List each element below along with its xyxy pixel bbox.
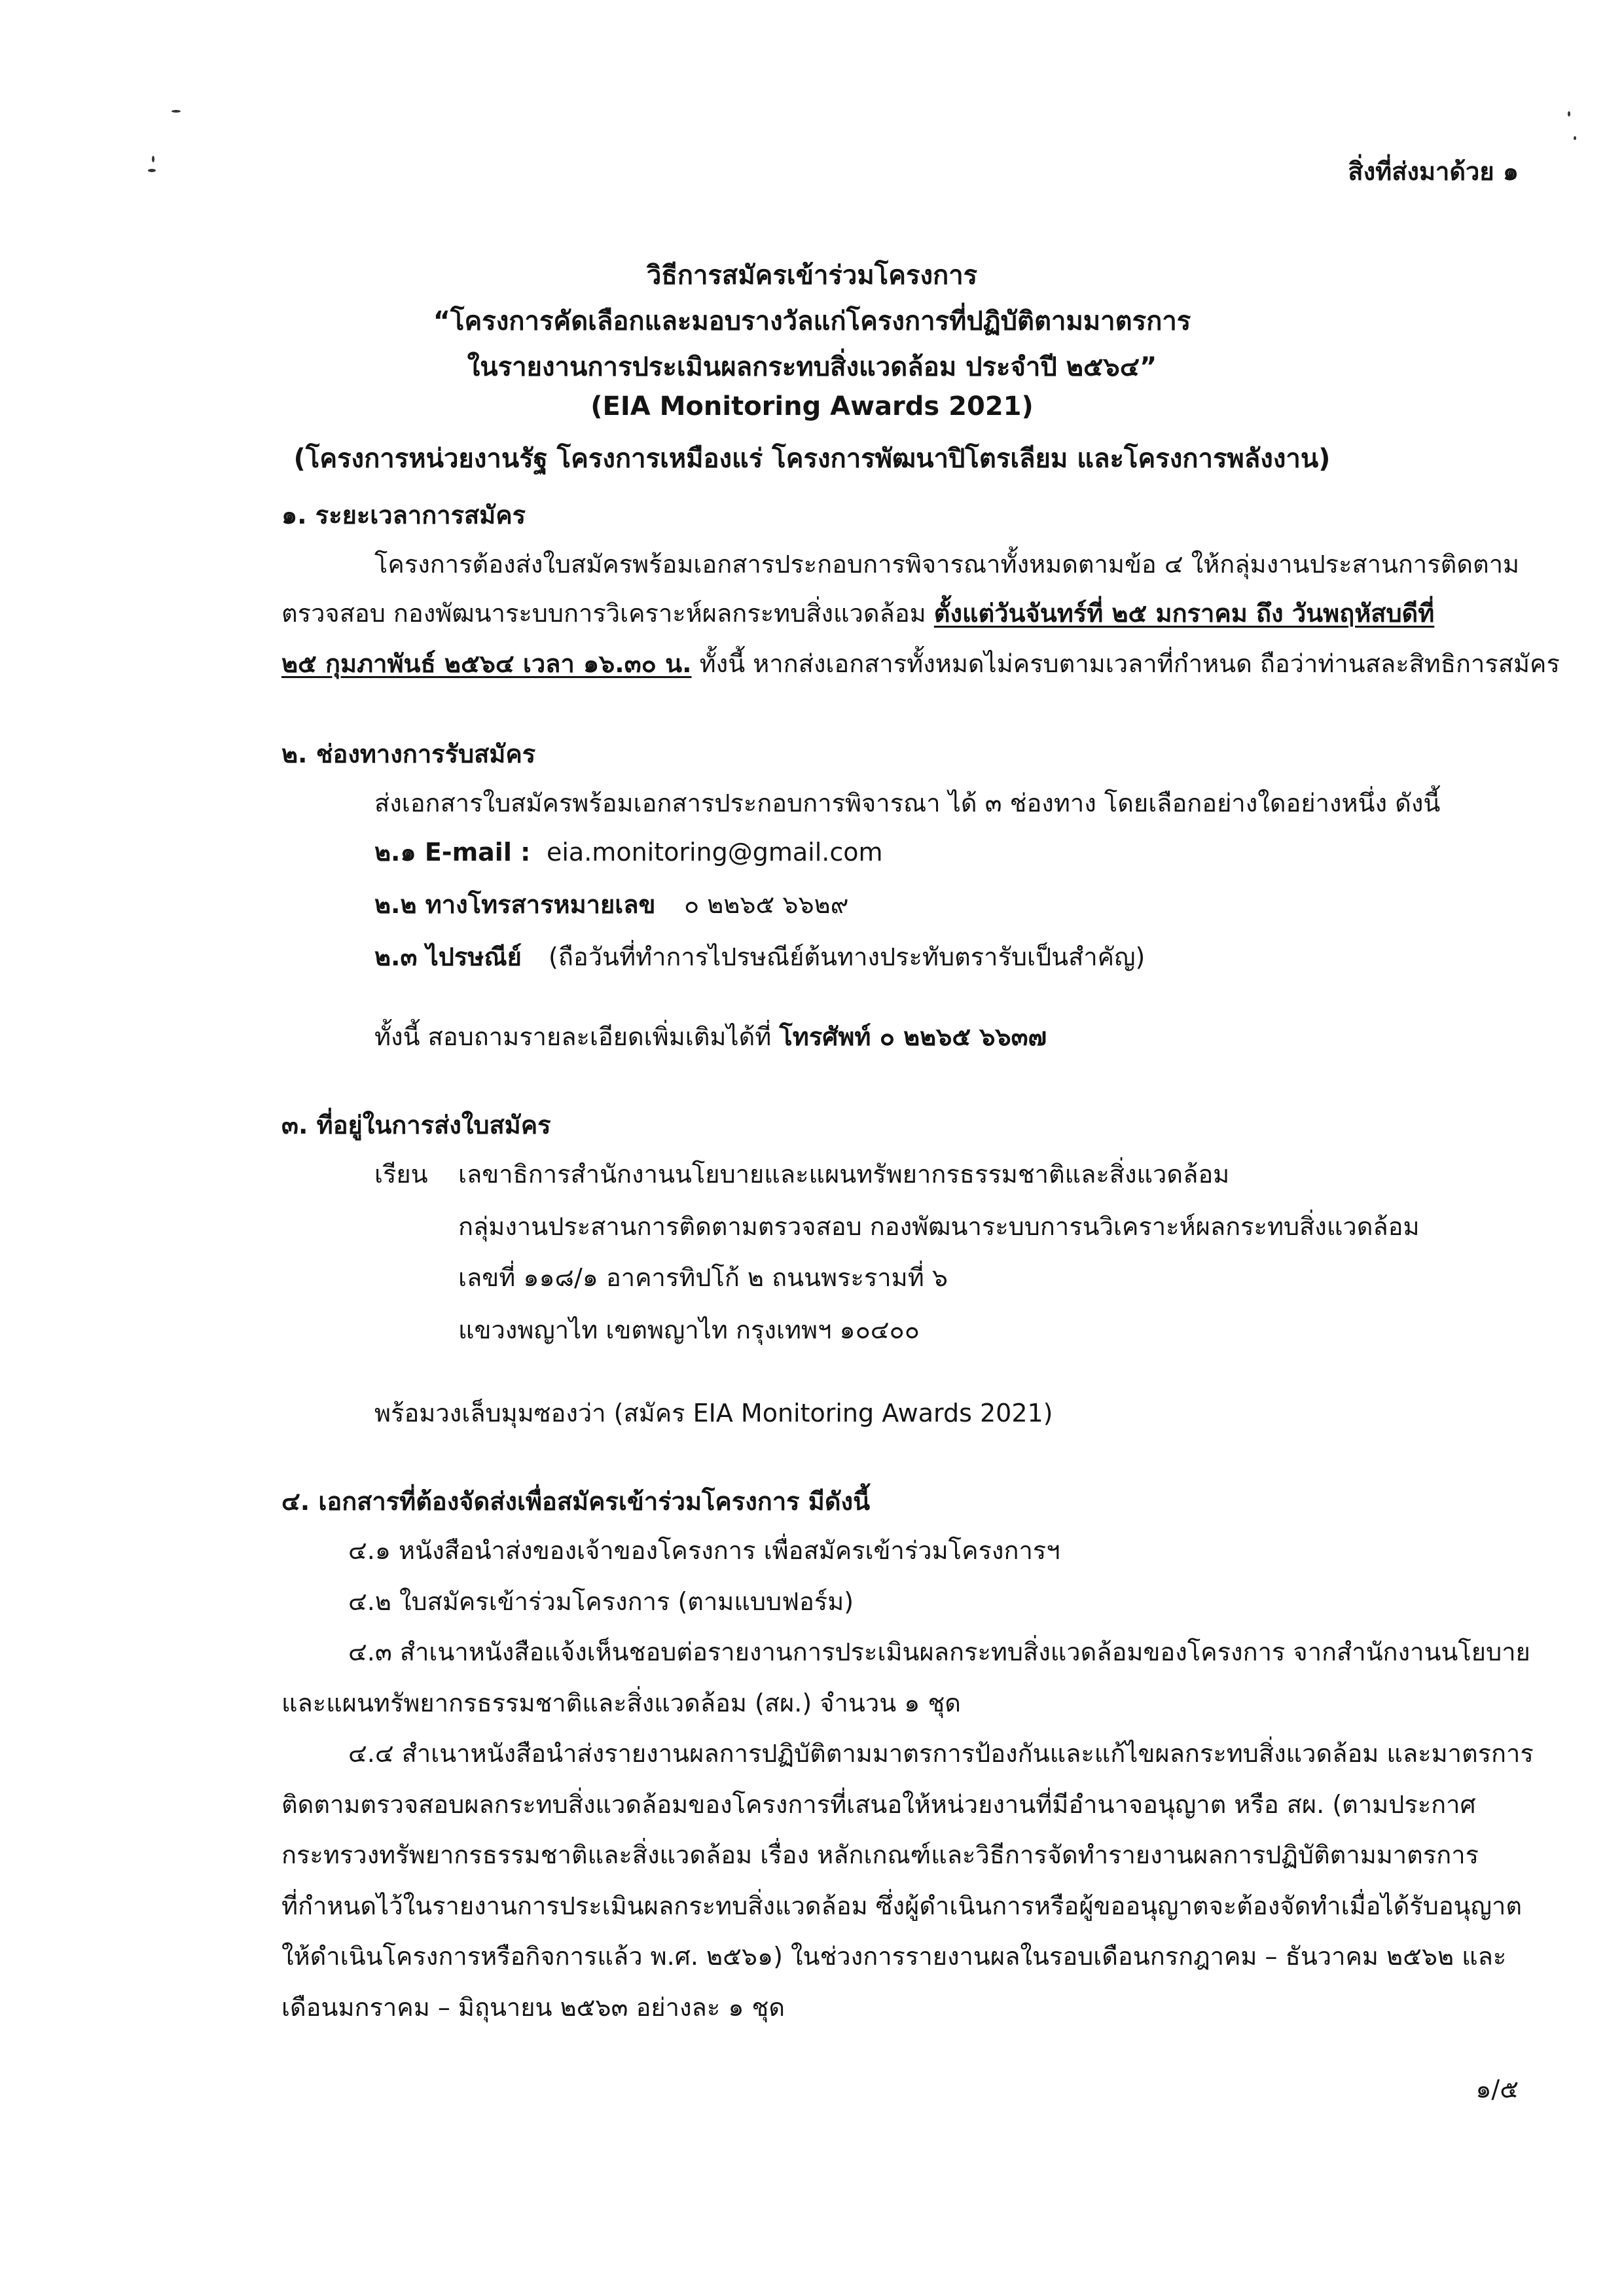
document-item-4-1: ๔.๑ หนังสือนำส่งของเจ้าของโครงการ เพื่อสมัครเข้าร่วมโครงการฯ (348, 1536, 1060, 1565)
application-period-start: ตั้งแต่วันจันทร์ที่ ๒๕ มกราคม ถึง วันพฤหัสบดีที่ (933, 599, 1435, 628)
enclosure-label: สิ่งที่ส่งมาด้วย ๑ (1348, 157, 1519, 186)
title-line-2: “โครงการคัดเลือกและมอบรางวัลแก่โครงการที่ปฏิบัติตามมาตรการ (433, 306, 1191, 336)
scan-speck (1574, 136, 1576, 140)
section-3-heading: ๓. ที่อยู่ในการส่งใบสมัคร (281, 1111, 551, 1139)
channel-email-address[interactable]: eia.monitoring@gmail.com (547, 838, 883, 867)
document-item-4-4-line-2: ติดตามตรวจสอบผลกระทบสิ่งแวดล้อมของโครงการที่เสนอให้หน่วยงานที่มีอำนาจอนุญาต หรือ สผ. (ตามประกาศ (281, 1790, 1476, 1819)
envelope-note: พร้อมวงเล็บมุมซองว่า (สมัคร EIA Monitoring Awards 2021) (374, 1399, 1053, 1427)
scan-speck (171, 110, 181, 113)
section-1-paragraph-line-3 (281, 649, 1560, 679)
channel-fax-number: ๐ ๒๒๖๕ ๖๖๒๙ (684, 890, 849, 919)
document-item-4-3-line-1: ๔.๓ สำเนาหนังสือแจ้งเห็นชอบต่อรายงานการประเมินผลกระทบสิ่งแวดล้อมของโครงการ จากสำนักงานนโยบาย (348, 1638, 1530, 1666)
document-item-4-4-line-5: ให้ดำเนินโครงการหรือกิจการแล้ว พ.ศ. ๒๕๖๑) ในช่วงการรายงานผลในรอบเดือนกรกฎาคม – ธันวาคม ๒๕๖๒ และ (281, 1942, 1507, 1971)
section-2-heading: ๒. ช่องทางการรับสมัคร (281, 740, 536, 768)
application-period-end: ๒๕ กุมภาพันธ์ ๒๕๖๔ เวลา ๑๖.๓๐ น. (281, 649, 692, 678)
channel-post-label: ๒.๓ ไปรษณีย์ (374, 942, 522, 971)
address-to-label: เรียน (374, 1160, 428, 1189)
document-item-4-4-line-6: เดือนมกราคม – มิถุนายน ๒๕๖๓ อย่างละ ๑ ชุด (281, 1993, 785, 2022)
document-item-4-3-line-2: และแผนทรัพยากรธรรมชาติและสิ่งแวดล้อม (สผ.) จำนวน ๑ ชุด (281, 1689, 961, 1717)
document-item-4-2: ๔.๒ ใบสมัครเข้าร่วมโครงการ (ตามแบบฟอร์ม) (348, 1587, 854, 1616)
channel-email-label: ๒.๑ E-mail : (374, 838, 531, 867)
address-line-1: เลขาธิการสำนักงานนโยบายและแผนทรัพยากรธรรมชาติและสิ่งแวดล้อม (458, 1160, 1230, 1189)
document-item-4-4-line-4: ที่กำหนดไว้ในรายงานการประเมินผลกระทบสิ่งแวดล้อม ซึ่งผู้ดำเนินการหรือผู้ขออนุญาตจะต้องจัดทำเมื่อได้รับอนุญาต (281, 1892, 1523, 1920)
address-line-4: แขวงพญาไท เขตพญาไท กรุงเทพฯ ๑๐๔๐๐ (458, 1316, 920, 1344)
contact-text: ทั้งนี้ สอบถามรายละเอียดเพิ่มเติมได้ที่ (374, 1022, 780, 1051)
channel-post-note: (ถือวันที่ทำการไปรษณีย์ต้นทางประทับตรารับเป็นสำคัญ) (549, 942, 1146, 971)
section-4-heading: ๔. เอกสารที่ต้องจัดส่งเพื่อสมัครเข้าร่วมโครงการ มีดังนี้ (281, 1487, 871, 1516)
page-number: ๑/๕ (1475, 2075, 1519, 2104)
section-1-paragraph-line-2 (281, 599, 1434, 629)
title-line-1: วิธีการสมัครเข้าร่วมโครงการ (646, 260, 978, 291)
contact-phone: โทรศัพท์ ๐ ๒๒๖๕ ๖๖๓๗ (779, 1022, 1047, 1051)
channel-fax-label: ๒.๒ ทางโทรสารหมายเลข (374, 890, 656, 919)
section-1-text: ตรวจสอบ กองพัฒนาระบบการวิเคราะห์ผลกระทบสิ่งแวดล้อม (281, 599, 934, 628)
scan-speck (1568, 111, 1570, 117)
address-line-3: เลขที่ ๑๑๘/๑ อาคารทิปโก้ ๒ ถนนพระรามที่ ๖ (458, 1263, 948, 1292)
section-1-heading: ๑. ระยะเวลาการสมัคร (281, 501, 526, 529)
document-item-4-4-line-1: ๔.๔ สำเนาหนังสือนำส่งรายงานผลการปฏิบัติตามมาตรการป้องกันและแก้ไขผลกระทบสิ่งแวดล้อม และมาตรการ (348, 1739, 1534, 1768)
section-2-intro: ส่งเอกสารใบสมัครพร้อมเอกสารประกอบการพิจารณา ได้ ๓ ช่องทาง โดยเลือกอย่างใดอย่างหนึ่ง ดังนี้ (374, 789, 1441, 817)
document-item-4-4-line-3: กระทรวงทรัพยากรธรรมชาติและสิ่งแวดล้อม เรื่อง หลักเกณฑ์และวิธีการจัดทำรายงานผลการปฏิบัติตามมาตรการ (281, 1840, 1479, 1869)
section-1-text: ทั้งนี้ หากส่งเอกสารทั้งหมดไม่ครบตามเวลาที่กำหนด ถือว่าท่านสละสิทธิการสมัคร (691, 649, 1560, 678)
title-line-5: (โครงการหน่วยงานรัฐ โครงการเหมืองแร่ โครงการพัฒนาปิโตรเลียม และโครงการพลังงาน) (293, 444, 1331, 474)
title-line-4: (EIA Monitoring Awards 2021) (590, 391, 1034, 422)
section-1-paragraph-line-1: โครงการต้องส่งใบสมัครพร้อมเอกสารประกอบการพิจารณาทั้งหมดตามข้อ ๔ ให้กลุ่มงานประสานการติดตาม (374, 550, 1520, 579)
contact-line (374, 1022, 1047, 1052)
scan-speck (152, 156, 154, 162)
address-line-2: กลุ่มงานประสานการติดตามตรวจสอบ กองพัฒนาระบบการนวิเคราะห์ผลกระทบสิ่งแวดล้อม (458, 1212, 1420, 1241)
scan-speck (148, 169, 156, 172)
title-line-3: ในรายงานการประเมินผลกระทบสิ่งแวดล้อม ประจำปี ๒๕๖๔” (467, 352, 1157, 382)
